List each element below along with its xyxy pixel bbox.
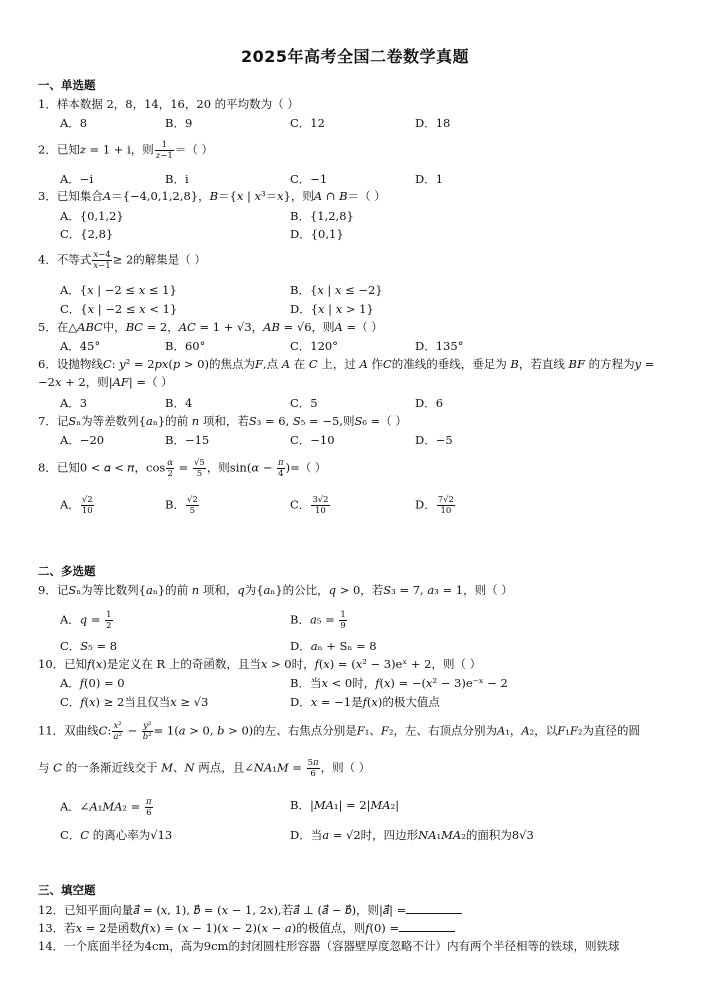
q4-option-c: C．{𝑥 | −2 ≤ 𝑥 < 1} — [60, 302, 178, 316]
q5-option-d: D．135° — [415, 339, 464, 353]
q11-fraction-x: $\frac{\text{x²}}{\text{a²}}$ — [113, 721, 122, 742]
q13-text: 13．若𝑥 = 2是函数𝑓(𝑥) = (𝑥 − 1)(𝑥 − 2)(𝑥 − 𝑎)的极值点，则𝑓(0) = — [38, 921, 400, 935]
q8-option-b-label: B． — [165, 497, 185, 512]
q10-option-b: B．当𝑥 < 0时，𝑓(𝑥) = −(𝑥² − 3)e⁻ˣ − 2 — [290, 676, 508, 690]
question-6: 6．设抛物线𝐶: 𝑦² = 2𝑝𝑥(𝑝 > 0)的焦点为𝐹,点 𝐴 在 𝐶 上，过 𝐴 作𝐶的准线的垂线，垂足为 𝐵，若直线 𝐵𝐹 的方程为𝑦 = −2𝑥 + 2，则|𝐴𝐹| =（ ） — [38, 357, 655, 389]
q12-answer-blank[interactable] — [406, 902, 462, 914]
q8-option-d-label: D． — [415, 497, 436, 512]
q6-option-c: C．5 — [290, 396, 318, 410]
question-14: 14．一个底面半径为4cm，高为9cm的封闭圆柱形容器（容器壁厚度忽略不计）内有两个半径相等的铁球，则铁球 — [38, 939, 620, 953]
q5-option-b: B．60° — [165, 339, 206, 353]
q7-option-c: C．−10 — [290, 433, 335, 447]
q11-option-a: A．∠𝐴₁𝑀𝐴₂ = $\frac{\pi}{6}$ — [60, 797, 152, 818]
q8-option-a: A． $\frac{√2}{10}$ — [60, 495, 93, 516]
q10-option-c: C．𝑓(𝑥) ≥ 2当且仅当𝑥 ≥ √3 — [60, 695, 209, 709]
q11-option-b: B．|𝑀𝐴₁| = 2|𝑀𝐴₂| — [290, 798, 400, 812]
q3-option-a: A．{0,1,2} — [60, 209, 124, 223]
q4-option-a: A．{𝑥 | −2 ≤ 𝑥 ≤ 1} — [60, 283, 177, 297]
q11-fraction-y: $\frac{\text{y²}}{\text{b²}}$ — [142, 721, 152, 742]
section-heading-single: 一、单选题 — [38, 78, 96, 92]
q1-option-b: B．9 — [165, 116, 193, 130]
q2-option-a: A．−i — [60, 172, 94, 186]
q8-text-mid: ，则sin — [206, 460, 247, 475]
section-heading-fill: 三、填空题 — [38, 883, 96, 897]
q11-option-d: D．当𝑎 = √2时，四边形𝑁𝐴₁𝑀𝐴₂的面积为8√3 — [290, 828, 534, 842]
q8-text-tail: =（ ） — [290, 460, 327, 475]
page-title: 2025年高考全国二卷数学真题 — [240, 47, 470, 66]
section-heading-multi: 二、多选题 — [38, 564, 96, 578]
q1-option-c: C．12 — [290, 116, 325, 130]
q8-option-c: C． $\frac{3√2}{10}$ — [290, 495, 329, 516]
q8-option-b: B． $\frac{√2}{5}$ — [165, 495, 198, 516]
q6-option-d: D．6 — [415, 396, 444, 410]
q5-option-c: C．120° — [290, 339, 338, 353]
question-10: 10．已知𝑓(𝑥)是定义在 R 上的奇函数，且当𝑥 > 0时，𝑓(𝑥) = (𝑥² − 3)eˣ + 2，则（ ） — [38, 657, 482, 671]
q9-option-c: C．𝑆₅ = 8 — [60, 639, 118, 653]
q11-option-c: C．𝐶 的离心率为√13 — [60, 828, 173, 842]
q11-option-a-label: A．∠𝐴₁𝑀𝐴₂ = — [60, 799, 144, 814]
q8-fraction-pi: $\frac{\pi}{4}$ — [278, 458, 284, 479]
q2-option-d: D．1 — [415, 172, 444, 186]
question-11-line-2 — [38, 758, 370, 779]
q1-option-a: A．8 — [60, 116, 88, 130]
q8-option-d: D． $\frac{7√2}{10}$ — [415, 495, 454, 516]
q11-line2-pre: 与 𝐶 的一条渐近线交于 𝑀、𝑁 两点，且∠𝑁𝐴₁𝑀 = — [38, 760, 306, 775]
question-5: 5．在△𝐴𝐵𝐶中，𝐵𝐶 = 2，𝐴𝐶 = 1 + √3，𝐴𝐵 = √6，则𝐴 =（ ） — [38, 320, 383, 334]
q3-option-c: C．{2,8} — [60, 227, 114, 241]
q2-option-b: B．i — [165, 172, 189, 186]
q5-option-a: A．45° — [60, 339, 101, 353]
q7-option-a: A．−20 — [60, 433, 105, 447]
q1-option-d: D．18 — [415, 116, 451, 130]
q3-option-d: D．{0,1} — [290, 227, 344, 241]
q11-text-tail: = 1(𝑎 > 0, 𝑏 > 0)的左、右焦点分别是𝐹₁、𝐹₂，左、右顶点分别为𝐴₁，𝐴₂，以𝐹₁𝐹₂为直径的圆 — [153, 723, 640, 738]
question-13 — [38, 920, 455, 936]
q8-text-pre: 8．已知0 < 𝛼 < 𝜋，cos — [38, 460, 166, 475]
q7-option-b: B．−15 — [165, 433, 210, 447]
q9-option-d: D．𝑎ₙ + Sₙ = 8 — [290, 639, 377, 653]
q8-fraction-alpha: $\frac{\alpha}{2}$ — [167, 458, 174, 479]
question-8: 8．已知0 < 𝛼 < 𝜋，cos $\frac{\alpha}{2}$ = $\frac{√5}{5}$ ，则sin(α − $\frac{\pi}{4}$ )=（ ） — [38, 458, 327, 479]
q2-text-mid: ，则 — [130, 142, 154, 157]
q9-option-a: A．𝑞 = $\frac{1}{2}$ — [60, 610, 112, 631]
q3-option-b: B．{1,2,8} — [290, 209, 354, 223]
q4-option-b: B．{𝑥 | 𝑥 ≤ −2} — [290, 283, 383, 297]
question-3: 3．已知集合𝐴＝{−4,0,1,2,8}，𝐵＝{𝑥 | 𝑥³＝𝑥}，则𝐴 ∩ 𝐵＝（ ） — [38, 189, 386, 203]
q4-option-d: D．{𝑥 | 𝑥 > 1} — [290, 302, 374, 316]
q12-text: 12．已知平面向量𝑎⃗ = (𝑥, 1), 𝑏⃗ = (𝑥 − 1, 2𝑥),若𝑎⃗ ⊥ (𝑎⃗ − 𝑏⃗)，则|𝑎⃗| = — [38, 903, 407, 917]
q9-option-b-label: B．𝑎₅ = — [290, 612, 339, 627]
q9-option-b: B．𝑎₅ = $\frac{1}{9}$ — [290, 610, 346, 631]
q6-option-a: A．3 — [60, 396, 88, 410]
q10-option-d: D．𝑥 = −1是𝑓(𝑥)的极大值点 — [290, 695, 440, 709]
question-11-line-1: 11．双曲线𝐶: $\frac{\text{x²}}{\text{a²}}$ − $\frac{\text{y²}}{\text{b²}}$ = 1(𝑎 > 0, 𝑏 > 0)的左、右焦点分别是𝐹₁、𝐹₂，左、右顶点分别为𝐴₁，𝐴₂，以𝐹₁𝐹₂为直径的圆 — [38, 721, 640, 742]
q11-line2-tail: ，则（ ） — [320, 760, 371, 775]
q6-option-b: B．4 — [165, 396, 193, 410]
q4-text-pre: 4．不等式 — [38, 252, 92, 267]
question-9: 9．记𝑆ₙ为等比数列{𝑎ₙ}的前 𝑛 项和，𝑞为{𝑎ₙ}的公比，𝑞 > 0，若𝑆₃ = 7, 𝑎₃ = 1，则（ ） — [38, 583, 513, 597]
q2-option-c: C．−1 — [290, 172, 328, 186]
question-7: 7．记𝑆ₙ为等差数列{𝑎ₙ}的前 𝑛 项和，若𝑆₃ = 6, 𝑆₅ = −5,则𝑆₆ =（ ） — [38, 414, 407, 428]
q13-answer-blank[interactable] — [399, 920, 455, 932]
q8-option-a-label: A． — [60, 497, 80, 512]
q4-text-tail: ≥ 2的解集是（ ） — [112, 252, 206, 267]
q9-option-a-label: A．𝑞 = — [60, 612, 105, 627]
q2-fraction: $\frac{1}{z-1}$ — [155, 140, 173, 161]
q8-option-c-label: C． — [290, 497, 311, 512]
q4-fraction: $\frac{x-4}{x-1}$ — [93, 250, 111, 271]
question-12 — [38, 902, 462, 918]
question-2: 2．已知z = 1 + i，则 $\frac{1}{z-1}$ ＝（ ） — [38, 140, 213, 161]
q7-option-d: D．−5 — [415, 433, 453, 447]
q2-text-pre: 2．已知 — [38, 142, 80, 157]
q11-text-pre: 11．双曲线𝐶: — [38, 723, 112, 738]
q2-text-tail: ＝（ ） — [174, 142, 213, 157]
q11-fraction-angle: $\frac{5\pi}{6}$ — [307, 758, 319, 779]
question-4 — [38, 250, 206, 271]
question-1: 1．样本数据 2，8，14，16，20 的平均数为（ ） — [38, 97, 299, 111]
q8-fraction-cos: $\frac{√5}{5}$ — [193, 458, 205, 479]
q10-option-a: A．𝑓(0) = 0 — [60, 676, 125, 690]
